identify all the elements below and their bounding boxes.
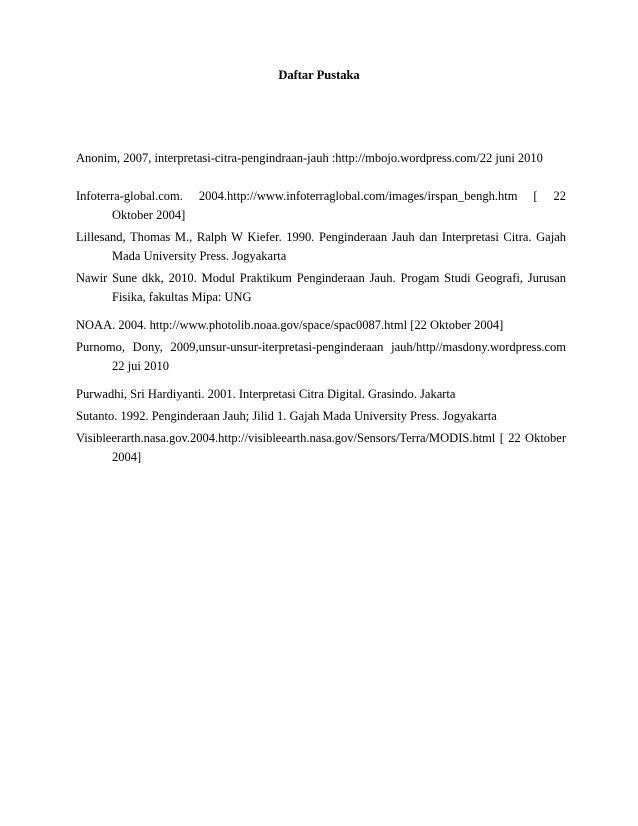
reference-infoterra: Infoterra-global.com. 2004.http://www.infoterraglobal.com/images/irspan_bengh.htm [ 22 Oktober 2004] — [76, 189, 566, 222]
reference-sutanto: Sutanto. 1992. Penginderaan Jauh; Jilid 1. Gajah Mada University Press. Jogyakarta — [76, 409, 497, 423]
reference-anonim: Anonim, 2007, interpretasi-citra-pengindraan-jauh :http://mbojo.wordpress.com/22 juni 2010 — [76, 151, 543, 165]
reference-noaa: NOAA. 2004. http://www.photolib.noaa.gov/space/spac0087.html [22 Oktober 2004] — [76, 318, 504, 332]
reference-visibleearth: Visibleerarth.nasa.gov.2004.http://visibleearth.nasa.gov/Sensors/Terra/MODIS.html [ 22 Oktober 2004] — [76, 431, 566, 464]
reference-nawir-sune: Nawir Sune dkk, 2010. Modul Praktikum Penginderaan Jauh. Progam Studi Geografi, Jurusan Fisika, fakultas Mipa: UNG — [76, 271, 566, 304]
reference-purwadhi: Purwadhi, Sri Hardiyanti. 2001. Interpretasi Citra Digital. Grasindo. Jakarta — [76, 387, 456, 401]
reference-lillesand: Lillesand, Thomas M., Ralph W Kiefer. 1990. Penginderaan Jauh dan Interpretasi Citra. Gajah Mada University Press. Jogyakarta — [76, 230, 566, 263]
reference-purnomo: Purnomo, Dony, 2009,unsur-unsur-iterpretasi-penginderaan jauh/http//masdony.wordpress.com 22 jui 2010 — [76, 340, 566, 373]
reference-list — [76, 149, 566, 467]
page-title: Daftar Pustaka — [278, 68, 360, 82]
